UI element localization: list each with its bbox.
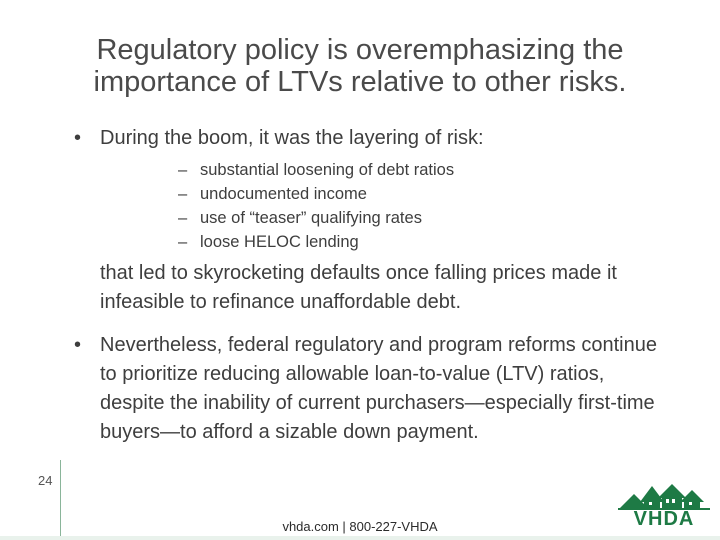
bullet-text: Nevertheless, federal regulatory and program reforms continue to prioritize reducing allowable loan-to-value (LTV) ratios, despite the inability of current purchasers—especially first-time buyers—to afford a sizable down payment. xyxy=(100,334,657,443)
bullet-continuation: that led to skyrocketing defaults once falling prices made it infeasible to refinance unaffordable debt. xyxy=(100,262,617,313)
dash: – xyxy=(178,161,188,179)
dash: – xyxy=(178,185,188,203)
footer-contact: vhda.com | 800-227-VHDA xyxy=(282,519,438,534)
sub-item-text: undocumented income xyxy=(200,185,367,203)
slide-title: Regulatory policy is overemphasizing the importance of LTVs relative to other risks. xyxy=(93,34,627,98)
page-number: 24 xyxy=(38,473,53,488)
sub-item xyxy=(178,206,454,230)
bullet-dot: • xyxy=(74,334,82,356)
vhda-logo-text: VHDA xyxy=(633,508,695,530)
footer-band xyxy=(0,536,720,540)
dash: – xyxy=(178,233,188,251)
sub-item xyxy=(178,158,454,182)
bullet-dot: • xyxy=(74,127,82,149)
bullet-ltv-reforms xyxy=(74,331,674,447)
sub-item-text: substantial loosening of debt ratios xyxy=(200,161,455,179)
sub-item xyxy=(178,230,454,254)
bullet-layering-of-risk xyxy=(74,124,674,153)
footer-divider xyxy=(60,460,61,540)
sub-item-text: loose HELOC lending xyxy=(200,233,359,251)
bullet-text: During the boom, it was the layering of risk: xyxy=(100,127,484,149)
dash: – xyxy=(178,209,188,227)
sub-item-text: use of “teaser” qualifying rates xyxy=(200,209,422,227)
sub-item xyxy=(178,182,454,206)
risk-sub-list xyxy=(178,158,454,254)
